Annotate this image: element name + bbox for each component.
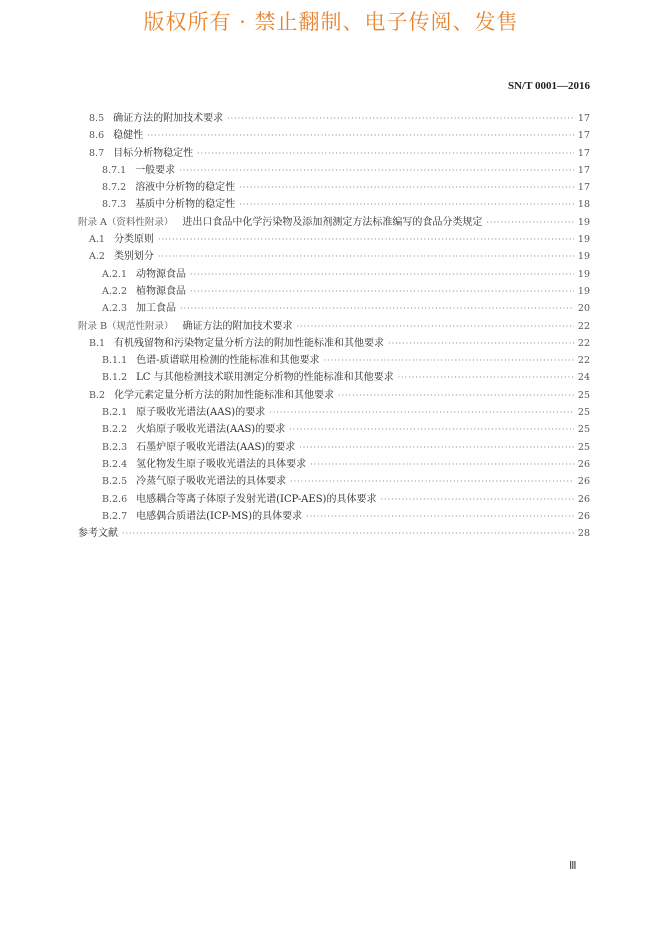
toc-entry-number: B.2.5	[102, 476, 128, 488]
toc-entry[interactable]	[78, 351, 590, 368]
toc-entry[interactable]	[78, 144, 590, 161]
dot-leader	[338, 391, 574, 400]
toc-entry[interactable]	[78, 368, 590, 385]
toc-entry-title: 基质中分析物的稳定性	[135, 199, 236, 211]
toc-entry-title: 溶液中分析物的稳定性	[135, 182, 236, 194]
toc-entry-page: 19	[577, 268, 590, 280]
toc-entry[interactable]	[78, 178, 590, 195]
dot-leader	[486, 218, 574, 227]
toc-entry-page: 28	[577, 528, 590, 540]
toc-entry-title: 冷蒸气原子吸收光谱法的具体要求	[136, 476, 287, 488]
toc-entry[interactable]	[78, 109, 590, 126]
toc-entry[interactable]	[78, 299, 590, 316]
toc-entry-number: B.2.1	[102, 407, 128, 419]
toc-entry-title: 植物源食品	[136, 285, 186, 297]
table-of-contents	[78, 109, 590, 541]
toc-entry-page: 20	[577, 303, 590, 315]
toc-entry[interactable]	[78, 282, 590, 299]
dot-leader	[269, 408, 574, 417]
toc-entry-number: 8.7.2	[102, 182, 127, 194]
toc-entry-title: 电感耦合等离子体原子发射光谱(ICP-AES)的具体要求	[136, 493, 377, 505]
toc-entry-number: B.1	[89, 337, 106, 349]
dot-leader	[324, 356, 574, 365]
dot-leader	[297, 322, 574, 331]
toc-entry[interactable]	[78, 524, 590, 541]
toc-entry-number: 附录 B（规范性附录）	[78, 320, 174, 332]
toc-entry-title: 电感偶合质谱法(ICP-MS)的具体要求	[136, 510, 303, 522]
dot-leader	[122, 529, 574, 538]
dot-leader	[227, 114, 574, 123]
toc-entry-number: 8.7.1	[102, 164, 127, 176]
toc-entry-number: A.1	[89, 234, 105, 246]
page-number: Ⅲ	[569, 860, 577, 872]
dot-leader	[239, 200, 574, 209]
toc-entry-page: 25	[577, 389, 590, 401]
copyright-watermark: 版权所有 · 禁止翻制、电子传阅、发售	[143, 10, 519, 34]
toc-entry-number: B.2	[89, 389, 106, 401]
toc-entry-number: 附录 A（资料性附录）	[78, 216, 174, 228]
toc-entry-title: 色谱-质谱联用检测的性能标准和其他要求	[136, 355, 320, 367]
toc-entry[interactable]	[78, 334, 590, 351]
toc-entry-title: 参考文献	[78, 528, 118, 540]
toc-entry-page: 22	[577, 320, 590, 332]
toc-entry-page: 22	[577, 355, 590, 367]
toc-entry-page: 24	[577, 372, 590, 384]
toc-entry-number: B.1.1	[102, 355, 128, 367]
toc-entry[interactable]	[78, 507, 590, 524]
toc-entry-page: 19	[577, 234, 590, 246]
dot-leader	[310, 460, 574, 469]
standard-code: SN/T 0001—2016	[507, 80, 590, 92]
toc-entry-page: 17	[577, 164, 590, 176]
dot-leader	[147, 131, 574, 140]
toc-entry-title: 加工食品	[136, 303, 176, 315]
toc-entry-number: B.1.2	[102, 372, 128, 384]
toc-entry[interactable]	[78, 455, 590, 472]
toc-entry[interactable]	[78, 195, 590, 212]
toc-entry-number: B.2.3	[102, 441, 128, 453]
toc-entry[interactable]	[78, 490, 590, 507]
dot-leader	[180, 304, 574, 313]
toc-entry-title: 动物源食品	[136, 268, 186, 280]
dot-leader	[388, 339, 574, 348]
toc-entry[interactable]	[78, 472, 590, 489]
toc-entry-number: 8.6	[89, 130, 105, 142]
toc-entry-number: A.2.3	[102, 303, 127, 315]
toc-entry[interactable]	[78, 247, 590, 264]
toc-entry-page: 17	[577, 130, 590, 142]
toc-entry-number: B.2.7	[102, 510, 128, 522]
toc-entry-title: 石墨炉原子吸收光谱法(AAS)的要求	[136, 441, 296, 453]
toc-entry-title: 化学元素定量分析方法的附加性能标准和其他要求	[114, 389, 335, 401]
toc-entry-number: A.2.1	[102, 268, 127, 280]
dot-leader	[306, 512, 574, 521]
toc-entry-title: 原子吸收光谱法(AAS)的要求	[136, 407, 266, 419]
toc-entry-title: 类别划分	[113, 251, 154, 263]
toc-entry-title: 分类原则	[113, 234, 154, 246]
toc-entry[interactable]	[78, 386, 590, 403]
toc-entry-number: A.2	[89, 251, 105, 263]
toc-entry-page: 19	[577, 285, 590, 297]
toc-entry[interactable]	[78, 265, 590, 282]
toc-entry-title: 确证方法的附加技术要求	[113, 113, 224, 124]
toc-entry-page: 17	[577, 113, 590, 124]
toc-entry-title: 火焰原子吸收光谱法(AAS)的要求	[136, 424, 286, 436]
toc-entry-page: 26	[577, 493, 590, 505]
toc-entry[interactable]	[78, 230, 590, 247]
toc-entry-title: 有机残留物和污染物定量分析方法的附加性能标准和其他要求	[114, 337, 385, 349]
toc-entry-title: 稳健性	[113, 130, 144, 142]
toc-entry[interactable]	[78, 317, 590, 334]
toc-entry[interactable]	[78, 438, 590, 455]
toc-entry-page: 25	[577, 407, 590, 419]
toc-entry-number: 8.5	[89, 113, 105, 124]
toc-entry-page: 26	[577, 510, 590, 522]
toc-entry[interactable]	[78, 161, 590, 178]
toc-entry-title: 进出口食品中化学污染物及添加剂测定方法标准编写的食品分类规定	[182, 216, 483, 228]
toc-entry-page: 26	[577, 476, 590, 488]
toc-entry-number: B.2.2	[102, 424, 128, 436]
toc-entry-page: 22	[577, 337, 590, 349]
dot-leader	[398, 373, 574, 382]
toc-entry-page: 25	[577, 441, 590, 453]
dot-leader	[179, 166, 574, 175]
toc-entry-title: 一般要求	[135, 164, 176, 176]
toc-entry-title: 氢化物发生原子吸收光谱法的具体要求	[136, 458, 307, 470]
toc-entry-page: 17	[577, 147, 590, 159]
toc-entry-page: 26	[577, 458, 590, 470]
dot-leader	[380, 495, 573, 504]
toc-entry-number: B.2.6	[102, 493, 128, 505]
toc-entry[interactable]	[78, 420, 590, 437]
dot-leader	[239, 183, 574, 192]
toc-entry[interactable]	[78, 403, 590, 420]
toc-entry-title: 目标分析物稳定性	[113, 147, 194, 159]
dot-leader	[190, 287, 574, 296]
toc-entry-page: 17	[577, 182, 590, 194]
dot-leader	[289, 425, 574, 434]
toc-entry-number: B.2.4	[102, 458, 128, 470]
toc-entry-page: 19	[577, 251, 590, 263]
toc-entry-page: 25	[577, 424, 590, 436]
toc-entry-number: 8.7	[89, 147, 105, 159]
dot-leader	[290, 477, 574, 486]
dot-leader	[190, 270, 574, 279]
toc-entry-title: LC 与其他检测技术联用测定分析物的性能标准和其他要求	[136, 372, 394, 384]
dot-leader	[299, 443, 574, 452]
toc-entry-title: 确证方法的附加技术要求	[182, 320, 293, 332]
dot-leader	[197, 149, 574, 158]
toc-entry[interactable]	[78, 126, 590, 143]
dot-leader	[158, 235, 574, 244]
toc-entry[interactable]	[78, 213, 590, 230]
toc-entry-page: 19	[577, 216, 590, 228]
toc-entry-number: A.2.2	[102, 285, 127, 297]
dot-leader	[158, 252, 574, 261]
toc-entry-page: 18	[577, 199, 590, 211]
toc-entry-number: 8.7.3	[102, 199, 127, 211]
